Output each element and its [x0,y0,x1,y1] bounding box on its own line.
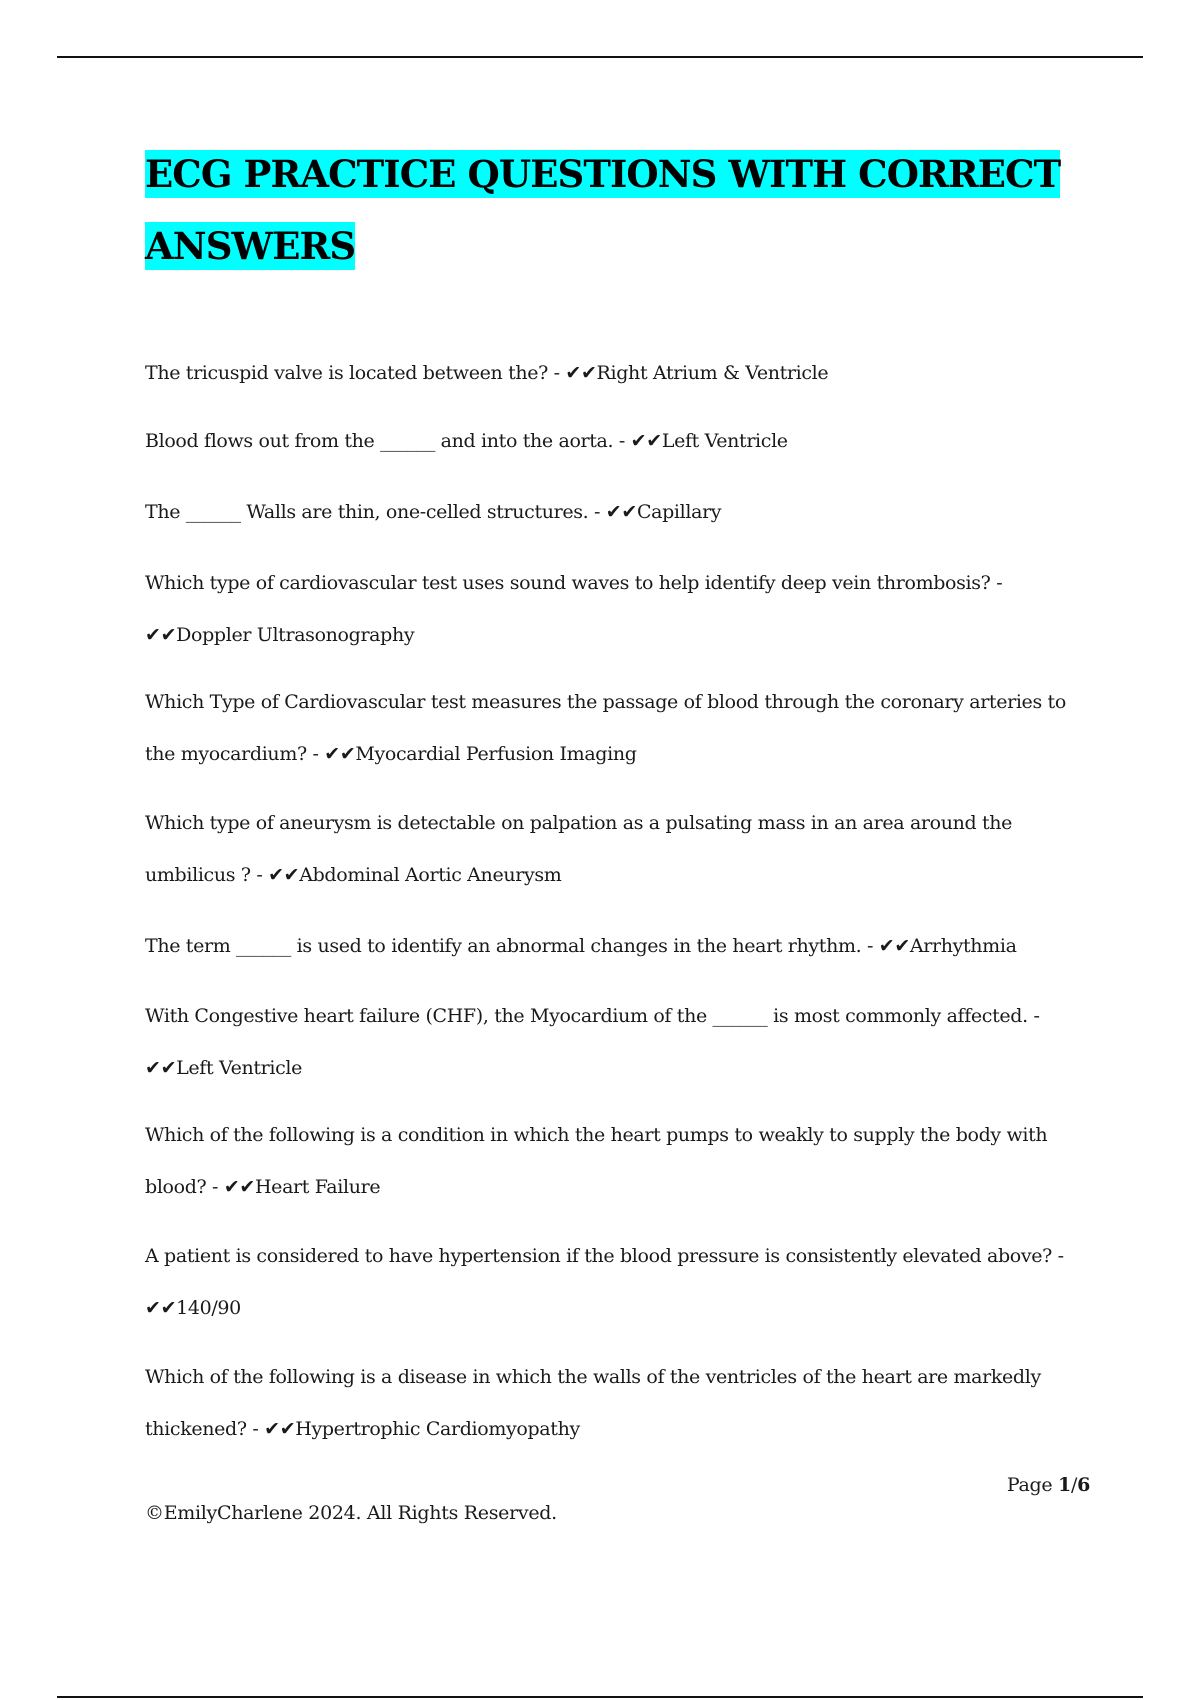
qa-item-4: Which type of cardiovascular test uses sound waves to help identify deep vein thrombosis? - ✔✔Doppler Ultrasonography [145,572,1003,646]
qa-item-1: The tricuspid valve is located between the? - ✔✔Right Atrium & Ventricle [145,362,829,384]
qa-item-3: The ______ Walls are thin, one-celled structures. - ✔✔Capillary [145,501,722,523]
bottom-rule [57,1696,1143,1698]
qa-item-11: Which of the following is a disease in which the walls of the ventricles of the heart are markedly thickened? - ✔✔Hypertrophic Cardiomyopathy [145,1366,1041,1440]
qa-item-8: With Congestive heart failure (CHF), the Myocardium of the ______ is most commonly affected. - ✔✔Left Ventricle [145,1005,1040,1079]
page-number-current: 1 [1058,1474,1071,1496]
qa-item-10: A patient is considered to have hypertension if the blood pressure is consistently elevated above? - ✔✔140/90 [145,1245,1064,1319]
copyright-notice: ©EmilyCharlene 2024. All Rights Reserved. [145,1502,557,1524]
qa-item-2: Blood flows out from the ______ and into the aorta. - ✔✔Left Ventricle [145,430,788,452]
page-number-label: Page [1006,1474,1059,1496]
page-number-separator: / [1070,1474,1078,1496]
top-rule [57,56,1143,58]
qa-item-6: Which type of aneurysm is detectable on palpation as a pulsating mass in an area around the umbilicus ? - ✔✔Abdominal Aortic Aneurysm [145,812,1013,886]
qa-item-9: Which of the following is a condition in which the heart pumps to weakly to supply the body with blood? - ✔✔Heart Failure [145,1124,1048,1198]
document-title-text: ECG PRACTICE QUESTIONS WITH CORRECT ANSWERS [145,152,1061,268]
page-number-total: 6 [1077,1474,1090,1496]
qa-item-7: The term ______ is used to identify an abnormal changes in the heart rhythm. - ✔✔Arrhythmia [145,935,1017,957]
page-number [1007,1474,1090,1496]
document-title [145,138,1105,282]
qa-item-5: Which Type of Cardiovascular test measures the passage of blood through the coronary arteries to the myocardium? - ✔✔Myocardial Perfusion Imaging [145,691,1066,765]
